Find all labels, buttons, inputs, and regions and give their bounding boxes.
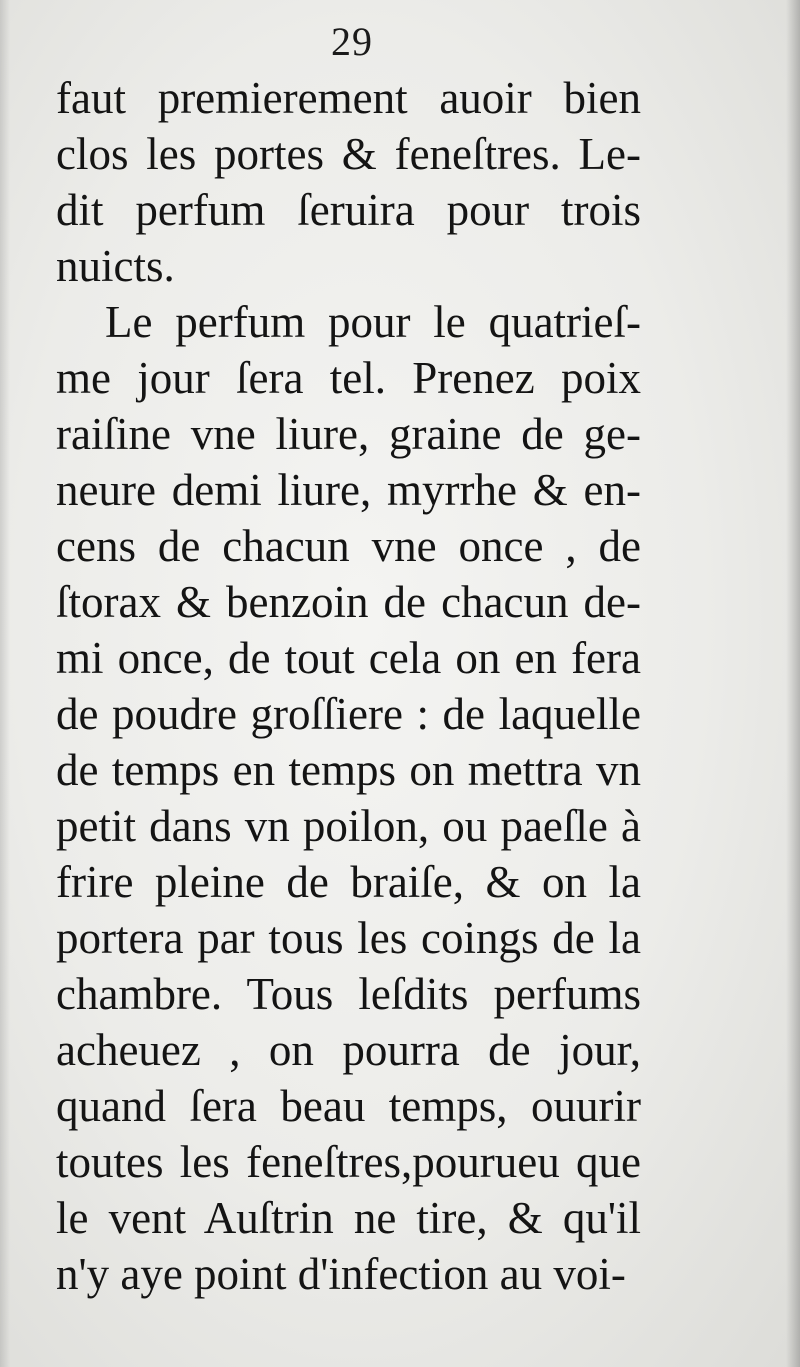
text-line-18: acheuez , on pourra de jour, bbox=[56, 1025, 641, 1075]
text-line-21: le vent Auſtrin ne tire, & qu'il bbox=[56, 1193, 641, 1243]
text-line-14: petit dans vn poilon, ou paeſle à bbox=[56, 801, 641, 851]
text-line-13: de temps en temps on mettra vn bbox=[56, 745, 641, 795]
text-line-3: dit perfum ſeruira pour trois bbox=[56, 185, 641, 235]
text-line-1: faut premierement auoir bien bbox=[56, 73, 641, 123]
text-line-17: chambre. Tous leſdits perfums bbox=[56, 969, 641, 1019]
text-line-8: neure demi liure, myrrhe & en- bbox=[56, 465, 641, 515]
page-right-shadow bbox=[786, 0, 800, 1367]
text-line-4: nuicts. bbox=[56, 241, 175, 291]
text-line-16: portera par tous les coings de la bbox=[56, 913, 641, 963]
text-line-2: clos les portes & feneſtres. Le- bbox=[56, 129, 641, 179]
text-line-19: quand ſera beau temps, ouurir bbox=[56, 1081, 641, 1131]
text-line-9: cens de chacun vne once , de bbox=[56, 521, 641, 571]
text-line-20: toutes les feneſtres,pourueu que bbox=[56, 1137, 641, 1187]
text-line-12: de poudre groſſiere : de laquelle bbox=[56, 689, 641, 739]
text-line-22: n'y aye point d'infection au voi- bbox=[56, 1249, 626, 1299]
text-line-5: Le perfum pour le quatrieſ- bbox=[105, 297, 641, 347]
page-number: 29 bbox=[331, 19, 373, 64]
text-line-11: mi once, de tout cela on en fera bbox=[56, 633, 641, 683]
page-body-text bbox=[56, 70, 641, 1302]
text-line-7: raiſine vne liure, graine de ge- bbox=[56, 409, 641, 459]
page-left-shadow bbox=[0, 0, 10, 1367]
text-line-10: ſtorax & benzoin de chacun de- bbox=[56, 577, 641, 627]
text-line-6: me jour ſera tel. Prenez poix bbox=[56, 353, 641, 403]
text-line-15: frire pleine de braiſe, & on la bbox=[56, 857, 641, 907]
